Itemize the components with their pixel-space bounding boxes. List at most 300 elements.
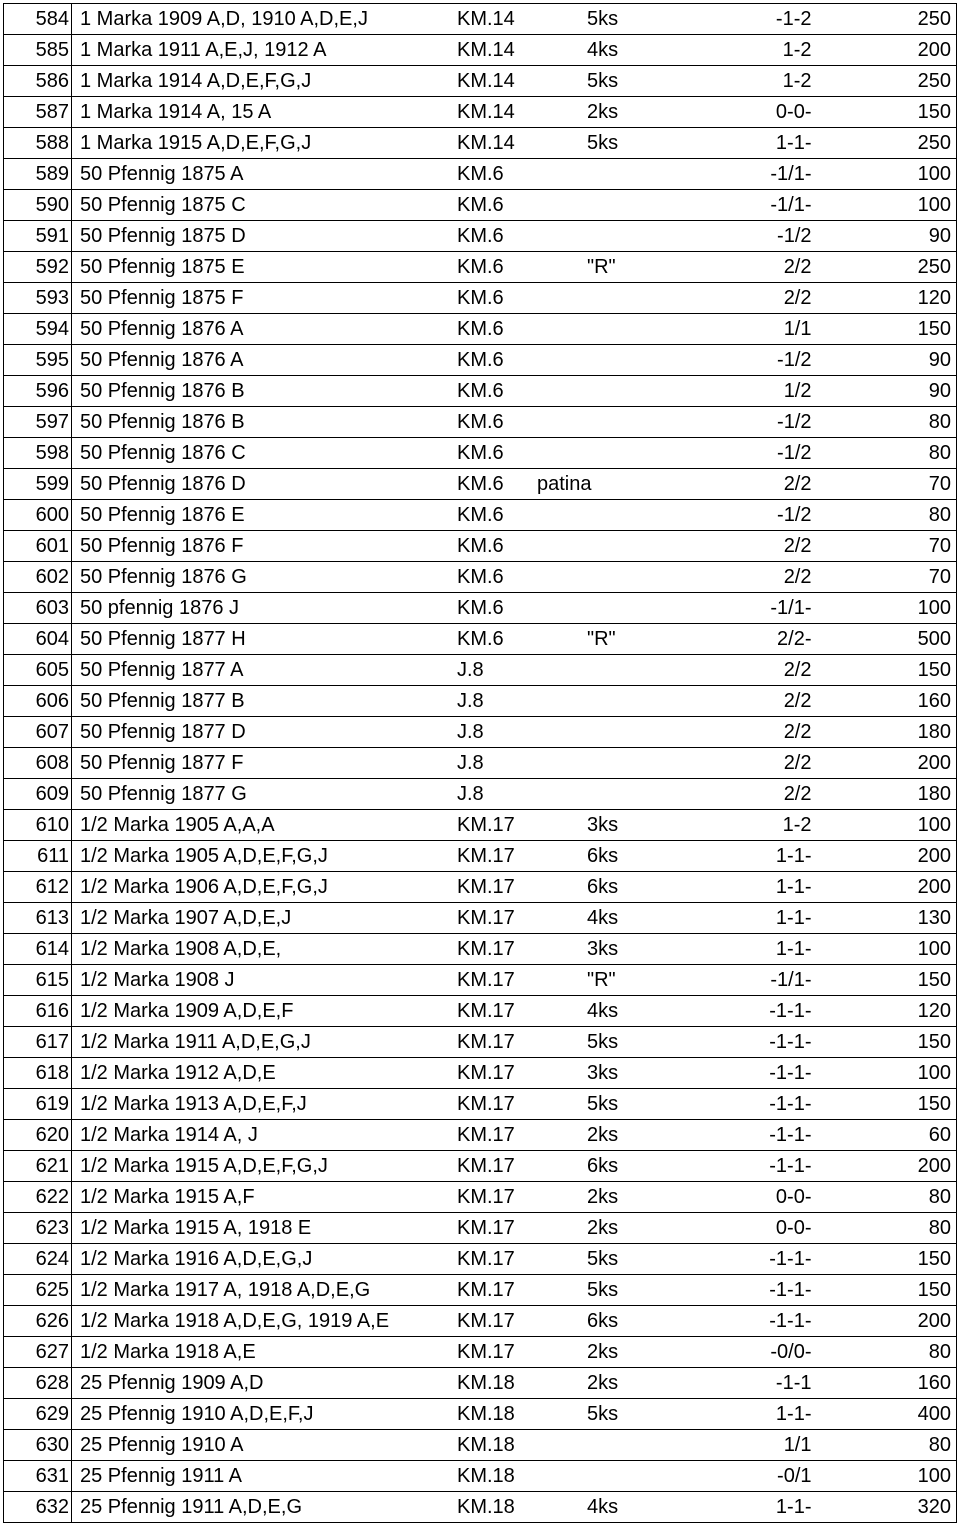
lot-price: 150 — [872, 655, 957, 686]
condition-grade: 2/2 — [783, 535, 812, 557]
lot-number: 594 — [4, 314, 72, 345]
condition-grade: 0-0- — [775, 101, 812, 123]
lot-number: 624 — [4, 1244, 72, 1275]
table-row — [4, 345, 957, 376]
lot-number: 613 — [4, 903, 72, 934]
lot-price: 250 — [872, 4, 957, 35]
table-row — [4, 1492, 957, 1523]
table-row — [4, 1461, 957, 1492]
coin-name: 1/2 Marka 1915 A,F — [80, 1186, 255, 1208]
lot-price: 70 — [872, 562, 957, 593]
table-row — [4, 97, 957, 128]
table-row — [4, 314, 957, 345]
lot-note: 5ks — [587, 1403, 619, 1425]
catalog-number: KM.6 — [457, 566, 504, 588]
lot-number: 586 — [4, 66, 72, 97]
condition-grade: 1-1- — [775, 907, 812, 929]
lot-price: 60 — [872, 1120, 957, 1151]
lot-number: 629 — [4, 1399, 72, 1430]
coin-name: 1 Marka 1914 A, 15 A — [80, 101, 272, 123]
lot-price: 120 — [872, 996, 957, 1027]
table-row — [4, 872, 957, 903]
condition-grade: -1-1 — [775, 1372, 812, 1394]
lot-note: 2ks — [587, 1372, 619, 1394]
lot-description — [72, 965, 872, 996]
coin-name: 50 pfennig 1876 J — [80, 597, 240, 619]
coin-name: 50 Pfennig 1875 D — [80, 225, 246, 247]
lot-description — [72, 655, 872, 686]
lot-price: 150 — [872, 1089, 957, 1120]
coin-name: 50 Pfennig 1877 D — [80, 721, 246, 743]
lot-description — [72, 283, 872, 314]
lot-price: 80 — [872, 407, 957, 438]
lot-price: 160 — [872, 686, 957, 717]
lot-price: 100 — [872, 810, 957, 841]
coin-name: 1/2 Marka 1908 J — [80, 969, 235, 991]
coin-name: 50 Pfennig 1875 E — [80, 256, 245, 278]
catalog-number: KM.17 — [457, 1186, 515, 1208]
catalog-number: KM.17 — [457, 1124, 515, 1146]
catalog-number: KM.18 — [457, 1496, 515, 1518]
lot-number: 597 — [4, 407, 72, 438]
lot-price: 500 — [872, 624, 957, 655]
table-row — [4, 1182, 957, 1213]
lot-price: 70 — [872, 531, 957, 562]
condition-grade: 1/1 — [783, 318, 812, 340]
table-row — [4, 1337, 957, 1368]
catalog-number: KM.14 — [457, 132, 515, 154]
catalog-number: KM.6 — [457, 628, 504, 650]
lot-note: 3ks — [587, 1062, 619, 1084]
lot-number: 618 — [4, 1058, 72, 1089]
table-row — [4, 128, 957, 159]
lot-number: 604 — [4, 624, 72, 655]
lot-number: 628 — [4, 1368, 72, 1399]
catalog-number: KM.14 — [457, 101, 515, 123]
catalog-number: KM.17 — [457, 1000, 515, 1022]
table-row — [4, 593, 957, 624]
lot-number: 623 — [4, 1213, 72, 1244]
lot-number: 611 — [4, 841, 72, 872]
catalog-number: KM.17 — [457, 1155, 515, 1177]
coin-name: 50 Pfennig 1875 F — [80, 287, 244, 309]
table-row — [4, 1399, 957, 1430]
lot-price: 180 — [872, 779, 957, 810]
coin-name: 1/2 Marka 1918 A,E — [80, 1341, 256, 1363]
condition-grade: 0-0- — [775, 1217, 812, 1239]
coin-name: 1/2 Marka 1907 A,D,E,J — [80, 907, 292, 929]
catalog-number: KM.6 — [457, 473, 504, 495]
lot-price: 250 — [872, 128, 957, 159]
table-row — [4, 159, 957, 190]
lot-number: 605 — [4, 655, 72, 686]
table-row — [4, 1151, 957, 1182]
catalog-number: J.8 — [457, 690, 484, 712]
lot-description — [72, 1213, 872, 1244]
lot-number: 587 — [4, 97, 72, 128]
lot-description — [72, 779, 872, 810]
coin-name: 25 Pfennig 1911 A,D,E,G — [80, 1496, 303, 1518]
catalog-number: KM.6 — [457, 442, 504, 464]
lot-description — [72, 593, 872, 624]
condition-grade: -1-1- — [769, 1310, 812, 1332]
lot-number: 598 — [4, 438, 72, 469]
table-row — [4, 66, 957, 97]
lot-price: 150 — [872, 1275, 957, 1306]
table-row — [4, 810, 957, 841]
catalog-number: KM.18 — [457, 1434, 515, 1456]
catalog-number: J.8 — [457, 783, 484, 805]
table-row — [4, 1089, 957, 1120]
lot-price: 150 — [872, 965, 957, 996]
coin-name: 50 Pfennig 1876 B — [80, 380, 245, 402]
condition-grade: 2/2 — [783, 783, 812, 805]
catalog-number: KM.18 — [457, 1465, 515, 1487]
lot-price: 200 — [872, 35, 957, 66]
condition-grade: -1-1- — [769, 1000, 812, 1022]
lot-number: 602 — [4, 562, 72, 593]
condition-grade: -1/2 — [777, 442, 812, 464]
table-row — [4, 376, 957, 407]
lot-note: "R" — [587, 628, 616, 650]
lot-description — [72, 1368, 872, 1399]
lot-number: 592 — [4, 252, 72, 283]
coin-name: 1/2 Marka 1905 A,A,A — [80, 814, 275, 836]
condition-grade: 1-2 — [782, 814, 812, 836]
lot-note: 5ks — [587, 1031, 619, 1053]
coin-name: 1/2 Marka 1911 A,D,E,G,J — [80, 1031, 311, 1053]
lot-description — [72, 903, 872, 934]
lot-description — [72, 1492, 872, 1523]
table-row — [4, 469, 957, 500]
table-row — [4, 35, 957, 66]
lot-description — [72, 562, 872, 593]
condition-grade: -1-1- — [769, 1093, 812, 1115]
condition-grade: 1-1- — [775, 1496, 812, 1518]
lot-price: 80 — [872, 438, 957, 469]
coin-name: 1/2 Marka 1909 A,D,E,F — [80, 1000, 294, 1022]
lot-description — [72, 190, 872, 221]
coin-name: 1/2 Marka 1917 A, 1918 A,D,E,G — [80, 1279, 371, 1301]
lot-description — [72, 717, 872, 748]
catalog-number: KM.17 — [457, 938, 515, 960]
table-row — [4, 1244, 957, 1275]
lot-number: 589 — [4, 159, 72, 190]
lot-number: 625 — [4, 1275, 72, 1306]
condition-grade: -1/1- — [770, 163, 812, 185]
lot-number: 616 — [4, 996, 72, 1027]
lot-description — [72, 1182, 872, 1213]
lot-price: 100 — [872, 593, 957, 624]
condition-grade: -1-1- — [769, 1279, 812, 1301]
table-row — [4, 4, 957, 35]
condition-grade: -1-1- — [769, 1062, 812, 1084]
lot-price: 180 — [872, 717, 957, 748]
lot-description — [72, 686, 872, 717]
lot-description — [72, 1430, 872, 1461]
catalog-number: J.8 — [457, 721, 484, 743]
lot-number: 593 — [4, 283, 72, 314]
coin-name: 25 Pfennig 1909 A,D — [80, 1372, 264, 1394]
condition-grade: -0/1 — [777, 1465, 812, 1487]
lot-description — [72, 4, 872, 35]
catalog-number: KM.6 — [457, 287, 504, 309]
catalog-number: KM.17 — [457, 1031, 515, 1053]
lot-price: 100 — [872, 1058, 957, 1089]
lot-note: 4ks — [587, 39, 619, 61]
condition-grade: -0/0- — [770, 1341, 812, 1363]
coin-name: 50 Pfennig 1876 B — [80, 411, 245, 433]
lot-description — [72, 1337, 872, 1368]
condition-grade: 2/2 — [783, 752, 812, 774]
lot-note: 5ks — [587, 8, 619, 30]
table-row — [4, 1275, 957, 1306]
lot-price: 80 — [872, 1213, 957, 1244]
lot-price: 150 — [872, 97, 957, 128]
catalog-number: KM.17 — [457, 814, 515, 836]
lot-price: 150 — [872, 1027, 957, 1058]
condition-grade: -1/1- — [770, 194, 812, 216]
lot-description — [72, 252, 872, 283]
lot-number: 626 — [4, 1306, 72, 1337]
lot-description — [72, 996, 872, 1027]
lot-note: 2ks — [587, 1217, 619, 1239]
condition-grade: 2/2 — [783, 566, 812, 588]
lot-number: 612 — [4, 872, 72, 903]
lot-note: 6ks — [587, 1310, 619, 1332]
lot-price: 70 — [872, 469, 957, 500]
lot-number: 600 — [4, 500, 72, 531]
lot-description — [72, 345, 872, 376]
catalog-number: KM.6 — [457, 349, 504, 371]
coin-name: 50 Pfennig 1876 C — [80, 442, 246, 464]
lot-note: patina — [537, 473, 592, 495]
lot-price: 90 — [872, 345, 957, 376]
table-row — [4, 779, 957, 810]
lot-note: 4ks — [587, 907, 619, 929]
lot-price: 100 — [872, 190, 957, 221]
coin-name: 1/2 Marka 1916 A,D,E,G,J — [80, 1248, 313, 1270]
table-row — [4, 841, 957, 872]
lot-number: 619 — [4, 1089, 72, 1120]
coin-name: 50 Pfennig 1875 C — [80, 194, 246, 216]
table-row — [4, 624, 957, 655]
coin-name: 50 Pfennig 1877 A — [80, 659, 244, 681]
lot-note: 6ks — [587, 845, 619, 867]
coin-name: 50 Pfennig 1876 G — [80, 566, 247, 588]
lot-number: 620 — [4, 1120, 72, 1151]
lot-price: 320 — [872, 1492, 957, 1523]
table-row — [4, 686, 957, 717]
catalog-number: J.8 — [457, 659, 484, 681]
coin-table — [3, 3, 957, 1523]
condition-grade: -1-1- — [769, 1124, 812, 1146]
coin-name: 25 Pfennig 1910 A,D,E,F,J — [80, 1403, 314, 1425]
lot-note: 3ks — [587, 814, 619, 836]
lot-description — [72, 159, 872, 190]
lot-price: 100 — [872, 934, 957, 965]
coin-name: 1/2 Marka 1908 A,D,E, — [80, 938, 282, 960]
condition-grade: 2/2 — [783, 287, 812, 309]
condition-grade: 1-1- — [775, 132, 812, 154]
catalog-number: KM.6 — [457, 380, 504, 402]
lot-price: 160 — [872, 1368, 957, 1399]
lot-number: 584 — [4, 4, 72, 35]
lot-number: 606 — [4, 686, 72, 717]
condition-grade: -1/1- — [770, 597, 812, 619]
condition-grade: 2/2 — [783, 721, 812, 743]
catalog-number: KM.6 — [457, 535, 504, 557]
table-row — [4, 965, 957, 996]
lot-note: 5ks — [587, 1093, 619, 1115]
lot-note: 5ks — [587, 1279, 619, 1301]
lot-description — [72, 407, 872, 438]
condition-grade: 1-1- — [775, 1403, 812, 1425]
lot-number: 607 — [4, 717, 72, 748]
table-row — [4, 221, 957, 252]
lot-number: 595 — [4, 345, 72, 376]
table-row — [4, 934, 957, 965]
table-row — [4, 996, 957, 1027]
table-row — [4, 903, 957, 934]
table-row — [4, 562, 957, 593]
lot-note: 4ks — [587, 1000, 619, 1022]
condition-grade: 1-2 — [782, 39, 812, 61]
table-row — [4, 438, 957, 469]
condition-grade: 1-1- — [775, 938, 812, 960]
catalog-number: KM.6 — [457, 411, 504, 433]
catalog-number: KM.17 — [457, 1341, 515, 1363]
coin-name: 1/2 Marka 1912 A,D,E — [80, 1062, 276, 1084]
lot-description — [72, 469, 872, 500]
coin-name: 25 Pfennig 1911 A — [80, 1465, 242, 1487]
lot-description — [72, 624, 872, 655]
lot-note: 4ks — [587, 1496, 619, 1518]
lot-price: 200 — [872, 872, 957, 903]
lot-number: 590 — [4, 190, 72, 221]
lot-price: 90 — [872, 221, 957, 252]
lot-price: 150 — [872, 1244, 957, 1275]
coin-name: 50 Pfennig 1877 B — [80, 690, 245, 712]
lot-number: 631 — [4, 1461, 72, 1492]
lot-price: 200 — [872, 1151, 957, 1182]
lot-description — [72, 1306, 872, 1337]
lot-number: 601 — [4, 531, 72, 562]
lot-description — [72, 1461, 872, 1492]
lot-description — [72, 97, 872, 128]
lot-description — [72, 1151, 872, 1182]
lot-note: 2ks — [587, 1186, 619, 1208]
lot-description — [72, 376, 872, 407]
catalog-number: KM.18 — [457, 1372, 515, 1394]
lot-number: 599 — [4, 469, 72, 500]
catalog-number: KM.6 — [457, 318, 504, 340]
condition-grade: 2/2 — [783, 659, 812, 681]
lot-description — [72, 872, 872, 903]
lot-description — [72, 66, 872, 97]
lot-note: 5ks — [587, 1248, 619, 1270]
catalog-number: KM.17 — [457, 969, 515, 991]
catalog-number: KM.14 — [457, 70, 515, 92]
lot-number: 610 — [4, 810, 72, 841]
catalog-number: KM.17 — [457, 1248, 515, 1270]
condition-grade: -1-2 — [775, 8, 812, 30]
lot-number: 615 — [4, 965, 72, 996]
lot-number: 627 — [4, 1337, 72, 1368]
catalog-number: KM.17 — [457, 845, 515, 867]
lot-note: 3ks — [587, 938, 619, 960]
condition-grade: 2/2 — [783, 473, 812, 495]
catalog-number: KM.17 — [457, 907, 515, 929]
catalog-number: KM.17 — [457, 1062, 515, 1084]
catalog-number: KM.17 — [457, 1279, 515, 1301]
lot-note: 2ks — [587, 1341, 619, 1363]
table-row — [4, 252, 957, 283]
catalog-number: KM.6 — [457, 163, 504, 185]
condition-grade: 1-1- — [775, 845, 812, 867]
coin-name: 50 Pfennig 1876 A — [80, 318, 244, 340]
lot-price: 100 — [872, 1461, 957, 1492]
lot-description — [72, 314, 872, 345]
coin-name: 50 Pfennig 1876 D — [80, 473, 246, 495]
lot-note: 6ks — [587, 1155, 619, 1177]
catalog-number: KM.17 — [457, 1217, 515, 1239]
lot-description — [72, 1244, 872, 1275]
coin-table-body — [4, 4, 957, 1523]
lot-note: 2ks — [587, 1124, 619, 1146]
lot-price: 250 — [872, 66, 957, 97]
condition-grade: 2/2- — [777, 628, 812, 650]
coin-name: 1 Marka 1914 A,D,E,F,G,J — [80, 70, 312, 92]
lot-price: 200 — [872, 748, 957, 779]
condition-grade: -1/1- — [770, 969, 812, 991]
catalog-number: KM.17 — [457, 1093, 515, 1115]
lot-price: 80 — [872, 1430, 957, 1461]
lot-price: 90 — [872, 376, 957, 407]
condition-grade: -1/2 — [777, 411, 812, 433]
lot-description — [72, 221, 872, 252]
lot-description — [72, 438, 872, 469]
lot-price: 250 — [872, 252, 957, 283]
lot-number: 596 — [4, 376, 72, 407]
table-row — [4, 1120, 957, 1151]
lot-description — [72, 1027, 872, 1058]
coin-name: 1/2 Marka 1914 A, J — [80, 1124, 258, 1146]
table-row — [4, 1027, 957, 1058]
coin-price-list — [3, 3, 956, 1523]
catalog-number: KM.14 — [457, 8, 515, 30]
catalog-number: KM.17 — [457, 876, 515, 898]
coin-name: 50 Pfennig 1877 G — [80, 783, 247, 805]
lot-note: 5ks — [587, 132, 619, 154]
coin-name: 1 Marka 1909 A,D, 1910 A,D,E,J — [80, 8, 368, 30]
table-row — [4, 283, 957, 314]
catalog-number: KM.14 — [457, 39, 515, 61]
lot-description — [72, 841, 872, 872]
table-row — [4, 655, 957, 686]
lot-price: 400 — [872, 1399, 957, 1430]
condition-grade: 1/2 — [783, 380, 812, 402]
lot-note: "R" — [587, 256, 616, 278]
condition-grade: -1/2 — [777, 225, 812, 247]
coin-name: 1/2 Marka 1915 A, 1918 E — [80, 1217, 312, 1239]
table-row — [4, 1430, 957, 1461]
lot-description — [72, 35, 872, 66]
table-row — [4, 1306, 957, 1337]
lot-description — [72, 934, 872, 965]
lot-description — [72, 1089, 872, 1120]
coin-name: 50 Pfennig 1875 A — [80, 163, 244, 185]
